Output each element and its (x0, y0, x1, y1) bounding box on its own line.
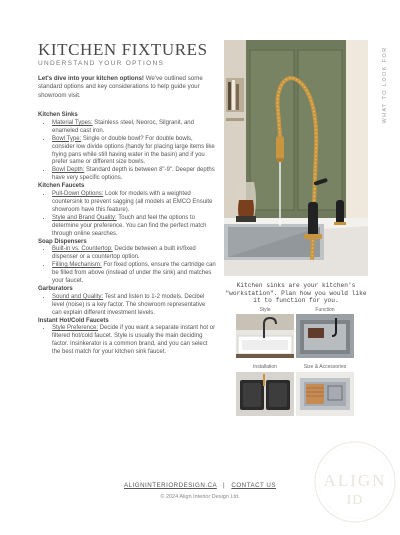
list-item (52, 167, 216, 183)
thumb-function-image (296, 314, 354, 358)
item-text: Single or double bowl? For double bowls, consider low divide options (handy for placing large items like frying pans while still having water in the basin) and if you prefer same or different size bowls. (52, 135, 215, 166)
footer-copyright: © 2024 Align Interior Design Ltd. (160, 494, 240, 500)
thumb-size-image (296, 372, 354, 416)
section-heading: Soap Dispensers (38, 238, 87, 245)
watermark-line1: ALIGN (323, 471, 387, 490)
intro-lead: Let's dive into your kitchen options! (38, 75, 144, 82)
thumb-label-style: Style (259, 307, 271, 313)
align-watermark-logo (305, 430, 400, 530)
section-heading: Garburators (38, 285, 73, 292)
section-kitchen-sinks (38, 112, 216, 183)
sink-caption: Kitchen sinks are your kitchen's "workstation". Plan how you would like it to function for you. (225, 282, 367, 304)
watermark-line2: ID (346, 493, 364, 508)
section-list (38, 325, 216, 357)
item-text: Decide between a built in/fixed dispenser or a countertop option. (52, 246, 196, 261)
page-title: KITCHEN FIXTURES (38, 40, 208, 59)
item-term: Style Preference: (52, 325, 99, 332)
item-text: Standard depth is between 8"-9". Deeper depths have very specific options. (52, 167, 215, 182)
item-term: Bowl Type: (52, 135, 82, 142)
item-term: Style and Brand Quality: (52, 214, 117, 221)
item-term: Material Types: (52, 119, 93, 126)
thumb-label-function: Function (315, 307, 335, 313)
section-heading: Kitchen Sinks (38, 112, 78, 118)
list-item (52, 325, 216, 357)
thumb-installation-image (236, 372, 294, 416)
list-item (52, 120, 216, 136)
website-link[interactable]: ALIGNINTERIORDESIGN.CA (123, 482, 217, 489)
list-item (52, 136, 216, 168)
thumb-label-installation: Installation (253, 364, 277, 370)
section-list (38, 191, 216, 238)
section-list (38, 294, 216, 318)
section-heading: Kitchen Faucets (38, 183, 85, 190)
footer-separator: | (223, 482, 226, 489)
contact-us-link[interactable]: CONTACT US (231, 482, 277, 489)
item-term: Filling Mechanism: (52, 262, 102, 269)
side-tag-label: WHAT TO LOOK FOR (382, 46, 388, 124)
sections (38, 112, 216, 357)
list-item (52, 262, 216, 286)
list-item (52, 294, 216, 318)
section-garburators (38, 286, 216, 318)
section-list (38, 246, 216, 286)
item-text: Touch and feel the options to determine your preference. You can find the perfect match through online searches. (52, 214, 207, 237)
side-tag (380, 40, 390, 130)
intro-paragraph (38, 75, 216, 100)
item-text: Test and listen to 1-2 models. Decibel level (noise) is a key factor. The showroom representative can explain different investment levels. (52, 293, 206, 316)
footer-links (0, 482, 400, 489)
item-text: Decide if you want a separate instant hot or filtered hot/cold faucet. Style is usually the main deciding factor. Insinkerator is a common brand, and you can select the best match for your kitchen sink faucet. (52, 325, 216, 356)
item-text: Stainless steel, Neoroc, Silgranit, and enameled cast iron. (52, 119, 194, 134)
list-item (52, 246, 216, 262)
section-instant-hot-cold (38, 318, 216, 358)
section-soap-dispensers (38, 239, 216, 286)
section-kitchen-faucets (38, 183, 216, 238)
section-heading: Instant Hot/Cold Faucets (38, 317, 109, 324)
thumb-style-image (236, 314, 294, 358)
page-subtitle: UNDERSTAND YOUR OPTIONS (38, 60, 165, 67)
kitchen-faucet-photo (224, 40, 368, 276)
item-term: Pull-Down Options: (52, 191, 104, 198)
intro-text: We've outlined some standard options and key considerations to help guide your showroom visit. (38, 75, 203, 99)
list-item (52, 215, 216, 239)
section-list (38, 120, 216, 183)
list-item (52, 191, 216, 215)
item-term: Sound and Quality: (52, 293, 104, 300)
item-text: Look for models with a weighted countersink to prevent sagging (all models at EMCO Ensuite showroom have this feature). (52, 191, 213, 213)
item-text: For fixed options, ensure the cartridge can be filled from above (instead of under the sink) and matches your faucet. (52, 262, 216, 285)
item-term: Built-in vs. Countertop: (52, 246, 113, 253)
item-term: Bowl Depth: (52, 167, 85, 174)
thumb-label-size: Size & Accessories (303, 364, 347, 370)
